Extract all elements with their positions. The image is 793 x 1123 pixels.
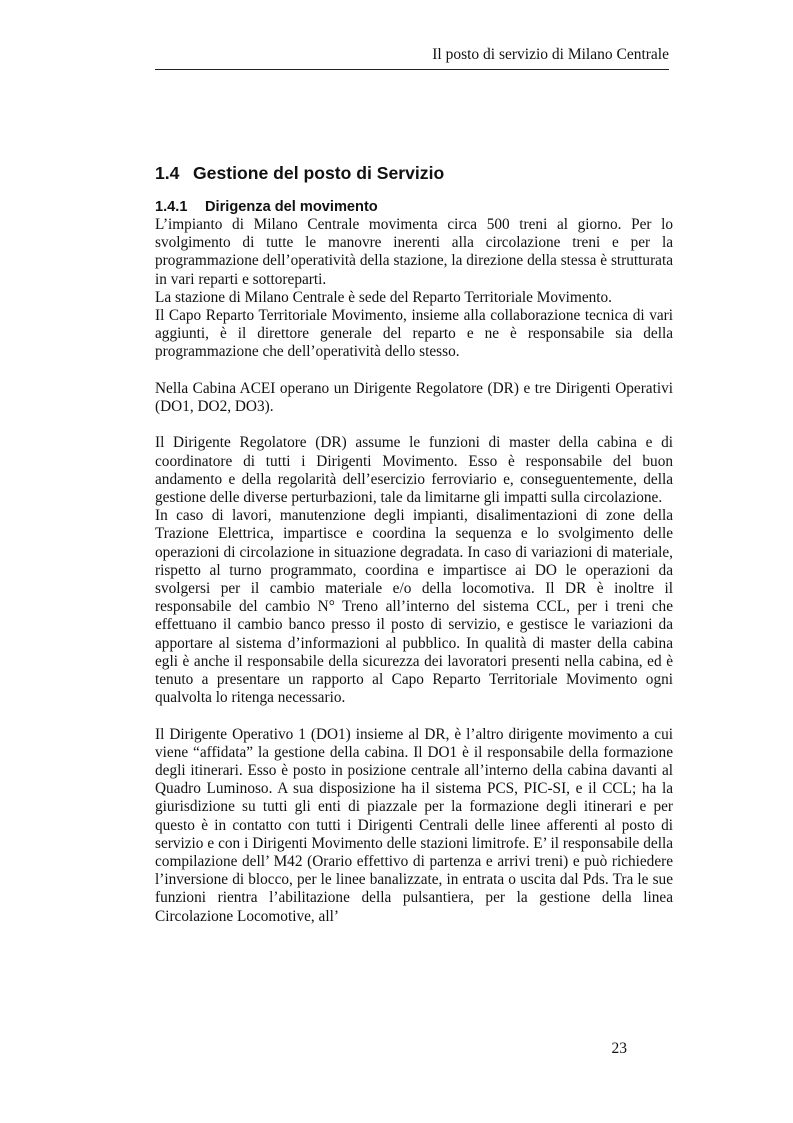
- paragraph-dirigente-operativo-1: Il Dirigente Operativo 1 (DO1) insieme al DR, è l’altro dirigente movimento a cui viene “affidata” la gestione della cabina. Il DO1 è il responsabile della formazione degli itinerari. Esso è posto in posizione centrale all’interno della cabina davanti al Quadro Luminoso. A sua disposizione ha il sistema PCS, PIC-SI, e il CCL; ha la giurisdizione su tutti gli enti di piazzale per la formazione degli itinerari e per questo è in contatto con tutti i Dirigenti Centrali delle linee afferenti al posto di servizio e con i Dirigenti Movimento delle stazioni limitrofe. E’ il responsabile della compilazione dell’ M42 (Orario effettivo di partenza e arrivi treni) e può richiedere l’inversione di blocco, per le linee banalizzate, in entrata o uscita dal Pds. Tra le sue funzioni rientra l’abilitazione della pulsantiera, per la gestione della linea Circolazione Locomotive, all’: [155, 725, 673, 925]
- subsection-heading: [155, 198, 673, 216]
- page-number: 23: [611, 1040, 627, 1057]
- section-heading: [155, 162, 673, 184]
- paragraph-cabina-acei: Nella Cabina ACEI operano un Dirigente Regolatore (DR) e tre Dirigenti Operativi (DO1, DO2, DO3).: [155, 379, 673, 416]
- paragraph-capo-reparto: Il Capo Reparto Territoriale Movimento, insieme alla collaborazione tecnica di vari aggiunti, è il direttore generale del reparto e ne è responsabile sia della programmazione che dell’operatività dello stesso.: [155, 307, 673, 361]
- paragraph-impianto: L’impianto di Milano Centrale movimenta circa 500 treni al giorno. Per lo svolgimento di tutte le manovre inerenti alla circolazione treni e per la programmazione dell’operatività della stazione, la direzione della stessa è strutturata in vari reparti e sottoreparti.: [155, 216, 673, 288]
- running-header: Il posto di servizio di Milano Centrale: [432, 46, 669, 63]
- paragraph-dirigente-regolatore: Il Dirigente Regolatore (DR) assume le funzioni di master della cabina e di coordinatore di tutti i Dirigenti Movimento. Esso è responsabile del buon andamento e della regolarità dell’esercizio ferroviario e, conseguentemente, della gestione delle diverse perturbazioni, tale da limitarne gli impatti sulla circolazione.: [155, 434, 673, 507]
- header-rule: [155, 69, 669, 70]
- section-title: Gestione del posto di Servizio: [193, 163, 445, 183]
- subsection-title: Dirigenza del movimento: [205, 199, 378, 215]
- paragraph-lavori-manutenzione: In caso di lavori, manutenzione degli impianti, disalimentazioni di zone della Trazione Elettrica, impartisce e coordina la sequenza e lo svolgimento delle operazioni di circolazione in situazione degradata. In caso di variazioni di materiale, rispetto al turno programmato, coordina e impartisce ai DO le operazioni da svolgersi per il cambio materiale e/o della locomotiva. Il DR è inoltre il responsabile del cambio N° Treno all’interno del sistema CCL, per i treni che effettuano il cambio banco presso il posto di servizio, e gestisce le variazioni da apportare al sistema d’informazioni al pubblico. In qualità di master della cabina egli è anche il responsabile della sicurezza dei lavoratori presenti nella cabina, ed è tenuto a presentare un rapporto al Capo Reparto Territoriale Movimento ogni qualvolta lo ritenga necessario.: [155, 507, 673, 707]
- page-content: [155, 162, 673, 926]
- paragraph-sede-reparto: La stazione di Milano Centrale è sede del Reparto Territoriale Movimento.: [155, 288, 612, 306]
- section-number: 1.4: [155, 163, 180, 183]
- subsection-number: 1.4.1: [155, 199, 188, 215]
